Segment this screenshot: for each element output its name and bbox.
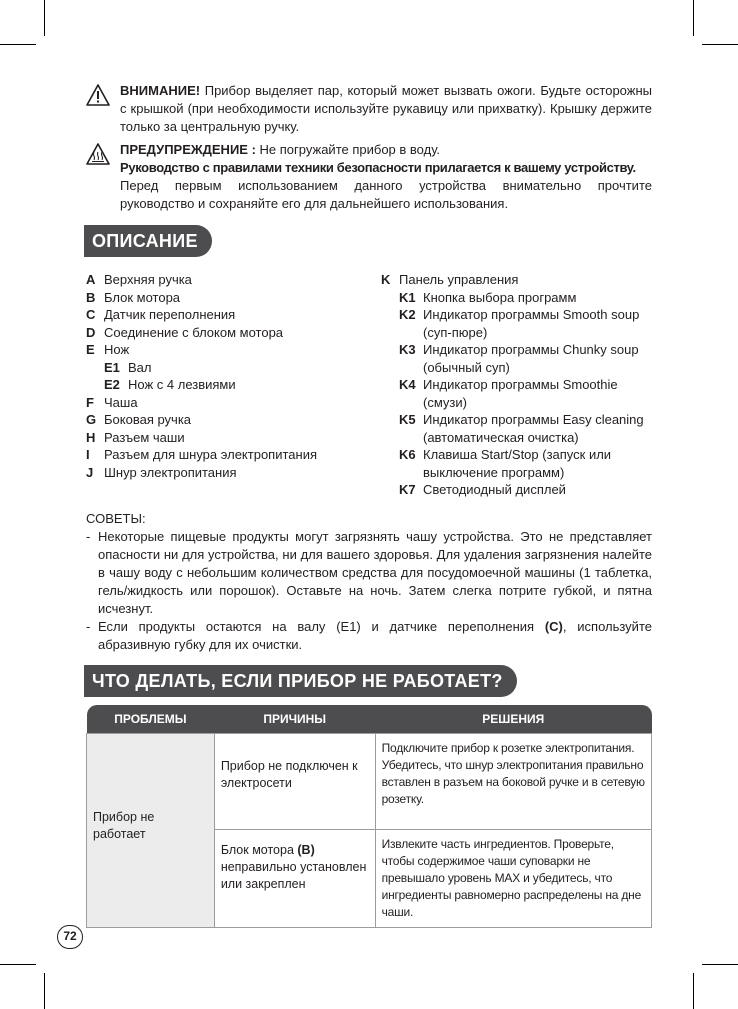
no-immersion-icon [86, 143, 110, 165]
list-item: F Чаша [86, 394, 138, 410]
header-causes: ПРИЧИНЫ [214, 705, 375, 733]
crop-mark [0, 964, 36, 965]
list-item: K5 Индикатор программы Easy cleaning (автоматическая очистка) [399, 412, 644, 445]
header-problems: ПРОБЛЕМЫ [87, 705, 215, 733]
list-item: C Датчик переполнения [86, 307, 236, 322]
list-item: K4 Индикатор программы Smoothie (смузи) [399, 377, 618, 410]
crop-mark [44, 973, 45, 1009]
list-item: K1 Кнопка выбора программ [399, 289, 577, 305]
warning-triangle-icon [86, 84, 110, 106]
list-item: H Разъем чаши [86, 429, 185, 445]
cause-cell: Прибор не подключен к электросети [214, 733, 375, 829]
list-item: J Шнур электропитания [86, 464, 237, 480]
description-right [381, 271, 656, 499]
problem-cell: Прибор не работает [87, 733, 215, 927]
list-item: A Верхняя ручка [86, 272, 192, 287]
caution-block [86, 82, 652, 136]
crop-mark [693, 973, 694, 1009]
troubleshooting-title: ЧТО ДЕЛАТЬ, ЕСЛИ ПРИБОР НЕ РАБОТАЕТ? [84, 665, 517, 697]
caution-label: ВНИМАНИЕ! [120, 83, 201, 98]
solution-cell: Подключите прибор к розетке электропитания. Убедитесь, что шнур электропитания правильно вставлен в разъем на боковой ручке и в сетевую розетку. [375, 733, 651, 829]
description-title: ОПИСАНИЕ [84, 225, 212, 257]
crop-mark [44, 0, 45, 36]
caution-text: Прибор выделяет пар, который может вызвать ожоги. Будьте осторожны с крышкой (при необходимости используйте рукавицу или прихватку). Крышку держите только за центральную ручку. [120, 83, 652, 134]
crop-mark [0, 44, 36, 45]
header-solutions: РЕШЕНИЯ [375, 705, 651, 733]
list-item: E1 Вал [104, 359, 152, 375]
list-item: K3 Индикатор программы Chunky soup (обычный суп) [399, 342, 639, 375]
tip-item: - Если продукты остаются на валу (E1) и датчике переполнения (C), используйте абразивную губку для их очистки. [86, 619, 652, 652]
list-item: K6 Клавиша Start/Stop (запуск или выключение программ) [399, 447, 612, 480]
tips-section [86, 510, 652, 654]
safety-bold: Руководство с правилами техники безопасности прилагается к вашему устройству. [120, 160, 636, 175]
troubleshooting-table [86, 705, 652, 928]
cause-cell: Блок мотора (B) неправильно установлен или закреплен [214, 829, 375, 927]
solution-cell: Извлеките часть ингредиентов. Проверьте, чтобы содержимое чаши суповарки не превышало уровень MAX и убедитесь, что ингредиенты равномерно распределены на дне чаши. [375, 829, 651, 927]
warning-text: Не погружайте прибор в воду. [259, 142, 441, 157]
water-warning-block [86, 141, 652, 213]
crop-mark [693, 0, 694, 36]
crop-mark [702, 44, 738, 45]
list-item: E2 Нож с 4 лезвиями [104, 377, 236, 392]
description-left [86, 271, 376, 481]
tips-heading: СОВЕТЫ: [86, 511, 146, 526]
crop-mark [702, 964, 738, 965]
list-item: B Блок мотора [86, 289, 181, 305]
safety-text: Перед первым использованием данного устройства внимательно прочтите руководство и сохраняйте его для дальнейшего использования. [120, 178, 652, 211]
tip-item: - Некоторые пищевые продукты могут загрязнять чашу устройства. Это не представляет опасности ни для устройства, ни для вашего здоровья. Для удаления загрязнения налейте в чашу воду с небольшим количеством средства для посудомоечной машины (1 таблетка, гель/жидкость или порошок). Оставьте на ночь. Затем слегка потрите губкой, и пятна исчезнут. [86, 529, 652, 616]
warning-label: ПРЕДУПРЕЖДЕНИЕ : [120, 142, 256, 157]
list-item: E Нож [86, 342, 130, 357]
page-number: 72 [57, 925, 83, 949]
list-item: K2 Индикатор программы Smooth soup (суп-пюре) [399, 307, 640, 340]
list-item: D Соединение с блоком мотора [86, 324, 284, 340]
list-item: K7 Светодиодный дисплей [399, 482, 566, 497]
table-row [87, 733, 652, 829]
list-item: G Боковая ручка [86, 412, 192, 427]
list-item: I Разъем для шнура электропитания [86, 447, 317, 462]
list-item: K Панель управления [381, 272, 519, 287]
